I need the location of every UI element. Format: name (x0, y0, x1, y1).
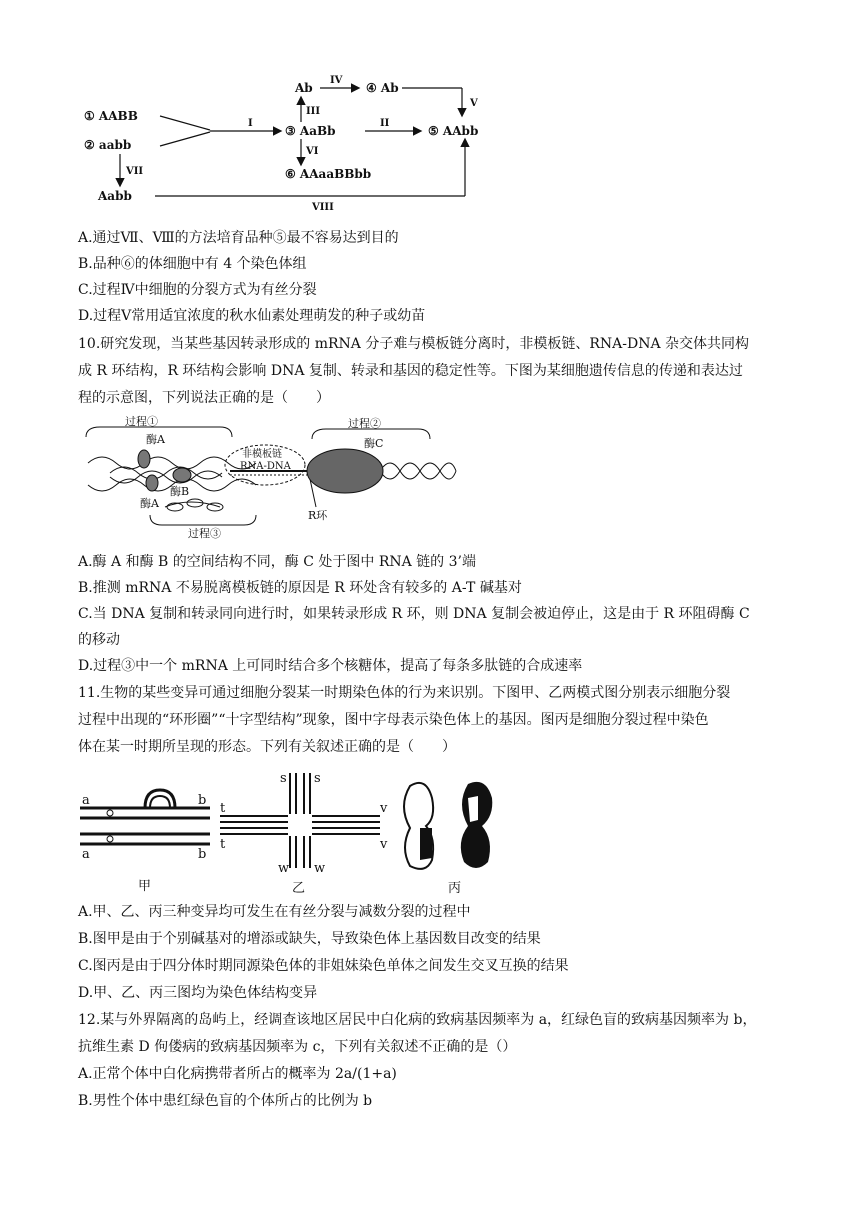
gene-b-top: b (198, 793, 207, 808)
route-3: III (306, 106, 321, 117)
gene-v-1: v (380, 801, 388, 816)
gene-t-1: t (220, 801, 226, 816)
q10-option-a: A.酶 A 和酶 B 的空间结构不同，酶 C 处于图中 RNA 链的 3’端 (78, 554, 476, 570)
q9-option-b: B.品种⑥的体细胞中有 4 个染色体组 (78, 256, 307, 272)
route-1: I (248, 118, 253, 129)
figure-label-jia: 甲 (138, 879, 152, 894)
route-2: II (380, 118, 390, 129)
q11-stem-2: 过程中出现的“环形圈”“十字型结构”现象，图中字母表示染色体上的基因。图丙是细胞分裂过程中染色 (78, 712, 709, 728)
q9-option-d: D.过程Ⅴ常用适宜浓度的秋水仙素处理萌发的种子或幼苗 (78, 308, 426, 324)
label-r-loop: R环 (308, 509, 328, 522)
q11-option-d: D.甲、乙、丙三图均为染色体结构变异 (78, 985, 318, 1001)
gene-a-bottom: a (82, 847, 90, 862)
gene-w-2: w (314, 861, 326, 876)
gene-s-1: s (280, 771, 287, 786)
node-4: ④ Ab (366, 81, 399, 95)
node-6: ⑥ AAaaBBbb (285, 167, 372, 181)
breeding-diagram (80, 70, 520, 220)
q9-option-c: C.过程Ⅳ中细胞的分裂方式为有丝分裂 (78, 282, 317, 298)
q12-stem-2: 抗维生素 D 佝偻病的致病基因频率为 c，下列有关叙述不正确的是（） (78, 1039, 517, 1055)
route-4: IV (330, 75, 343, 86)
q10-option-b: B.推测 mRNA 不易脱离模板链的原因是 R 环处含有较多的 A-T 碱基对 (78, 580, 522, 596)
node-2: ② aabb (84, 138, 132, 152)
figure-label-yi: 乙 (292, 881, 306, 896)
label-process-2: 过程② (348, 417, 381, 430)
label-process-3: 过程③ (188, 527, 221, 540)
gene-w-1: w (278, 861, 290, 876)
gene-t-2: t (220, 837, 226, 852)
q10-stem-1: 10.研究发现，当某些基因转录形成的 mRNA 分子难与模板链分离时，非模板链、RNA-DNA 杂交体共同构 (78, 336, 750, 352)
label-enzyme-b: 酶B (170, 485, 190, 498)
route-6: VI (306, 146, 319, 157)
q11-stem-3: 体在某一时期所呈现的形态。下列有关叙述正确的是（ ） (78, 739, 456, 755)
label-enzyme-a-top: 酶A (146, 433, 165, 446)
q11-option-b: B.图甲是由于个别碱基对的增添或缺失，导致染色体上基因数目改变的结果 (78, 931, 541, 947)
route-7: VII (126, 166, 144, 177)
q11-option-c: C.图丙是由于四分体时期同源染色体的非姐妹染色单体之间发生交叉互换的结果 (78, 958, 569, 974)
label-nontemplate: 非模板链 (242, 449, 282, 460)
gene-b-bottom: b (198, 847, 207, 862)
q12-stem-1: 12.某与外界隔离的岛屿上，经调查该地区居民中白化病的致病基因频率为 a，红绿色盲的致病基因频率为 b， (78, 1012, 757, 1028)
label-enzyme-c: 酶C (364, 437, 384, 450)
q10-option-c-1: C.当 DNA 复制和转录同向进行时，如果转录形成 R 环，则 DNA 复制会被迫停止，这是由于 R 环阻碍酶 C (78, 606, 750, 622)
label-enzyme-a-bottom: 酶A (140, 497, 159, 510)
chromosome-variation-figure (80, 768, 520, 898)
r-loop-diagram (80, 415, 460, 545)
q11-option-a: A.甲、乙、丙三种变异均可发生在有丝分裂与减数分裂的过程中 (78, 904, 471, 920)
node-ab-top: Ab (295, 81, 313, 95)
node-aabb: Aabb (98, 189, 132, 203)
gene-v-2: v (380, 837, 388, 852)
q12-option-a: A.正常个体中白化病携带者所占的概率为 2a/(1+a) (78, 1066, 397, 1082)
q11-stem-1: 11.生物的某些变异可通过细胞分裂某一时期染色体的行为来识别。下图甲、乙两模式图分别表示细胞分裂 (78, 685, 731, 701)
route-8: VIII (312, 202, 334, 213)
label-rna-dna: RNA-DNA (240, 461, 291, 472)
gene-s-2: s (314, 771, 321, 786)
node-3: ③ AaBb (285, 124, 336, 138)
q10-stem-2: 成 R 环结构，R 环结构会影响 DNA 复制、转录和基因的稳定性等。下图为某细胞遗传信息的传递和表达过 (78, 363, 743, 379)
q10-stem-3: 程的示意图，下列说法正确的是（ ） (78, 390, 330, 406)
label-process-1: 过程① (125, 415, 158, 428)
q10-option-d: D.过程③中一个 mRNA 上可同时结合多个核糖体，提高了每条多肽链的合成速率 (78, 658, 583, 674)
node-5: ⑤ AAbb (428, 124, 479, 138)
q12-option-b: B.男性个体中患红绿色盲的个体所占的比例为 b (78, 1093, 373, 1109)
route-5: V (470, 98, 478, 109)
q9-option-a: A.通过Ⅶ、Ⅷ的方法培育品种⑤最不容易达到目的 (78, 230, 399, 246)
q10-option-c-2: 的移动 (78, 632, 120, 648)
gene-a-top: a (82, 793, 90, 808)
node-1: ① AABB (84, 109, 138, 123)
figure-label-bing: 丙 (448, 881, 462, 896)
